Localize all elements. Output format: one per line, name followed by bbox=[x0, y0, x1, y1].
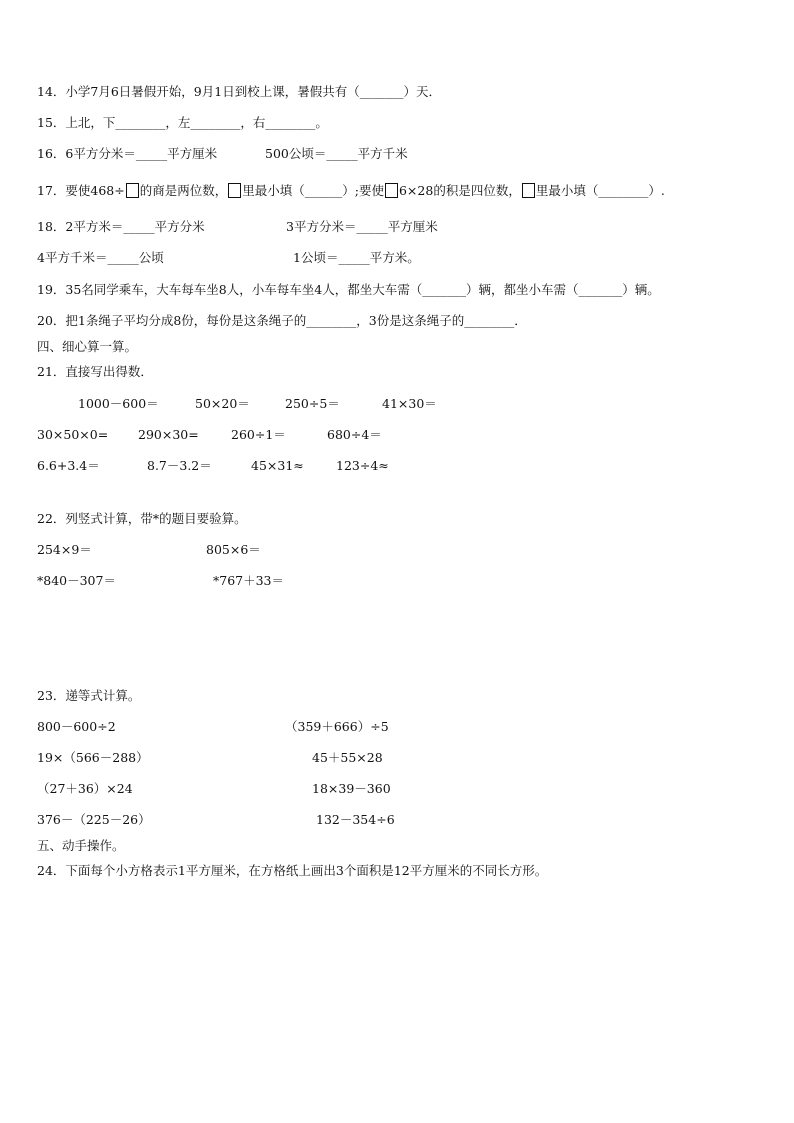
section-5-heading: 五、动手操作。 bbox=[37, 838, 125, 853]
stepwise-calc-item: （27＋36）×24 bbox=[37, 781, 133, 796]
question-18-row-1 bbox=[37, 219, 737, 235]
question-18-b: 3平方分米＝_____平方厘米 bbox=[286, 219, 438, 234]
calc-item: 41×30＝ bbox=[382, 396, 437, 411]
blank-box-icon bbox=[228, 183, 241, 198]
calc-item: 8.7－3.2＝ bbox=[147, 458, 212, 473]
question-18-a: 2平方米＝_____平方分米 bbox=[65, 219, 205, 234]
calc-item: 290×30= bbox=[138, 427, 199, 442]
calc-item: 1000－600＝ bbox=[78, 396, 159, 411]
question-16-part-b: 500公顷＝_____平方千米 bbox=[265, 146, 408, 161]
question-19: 19．35名同学乘车，大车每车坐8人，小车每车坐4人，都坐大车需（_______）辆，都坐小车需（_______）辆。 bbox=[37, 282, 660, 297]
vertical-calc-item: *840－307＝ bbox=[37, 573, 116, 588]
blank-box-icon bbox=[126, 183, 139, 198]
calc-item: 50×20＝ bbox=[195, 396, 250, 411]
question-16 bbox=[37, 146, 408, 162]
question-18-d: 1公顷＝_____平方米。 bbox=[293, 250, 420, 265]
calc-item: 6.6+3.4＝ bbox=[37, 458, 100, 473]
calc-item: 250÷5＝ bbox=[285, 396, 340, 411]
question-24: 24．下面每个小方格表示1平方厘米，在方格纸上画出3个面积是12平方厘米的不同长方形。 bbox=[37, 863, 548, 878]
vertical-calc-item: 254×9＝ bbox=[37, 542, 92, 557]
blank-box-icon bbox=[385, 183, 398, 198]
question-14: 14．小学7月6日暑假开始，9月1日到校上课，暑假共有（_______）天． bbox=[37, 84, 441, 99]
stepwise-calc-item: 18×39－360 bbox=[312, 781, 391, 796]
stepwise-calc-item: 45＋55×28 bbox=[312, 750, 383, 765]
question-18-row-2 bbox=[37, 250, 737, 266]
stepwise-calc-item: 132－354÷6 bbox=[316, 812, 395, 827]
question-17-seg2: 的商是两位数， bbox=[139, 183, 228, 198]
question-17 bbox=[37, 183, 665, 199]
calc-item: 30×50×0= bbox=[37, 427, 109, 442]
question-21-title: 21．直接写出得数． bbox=[37, 364, 153, 379]
question-17-seg1: 17．要使468÷ bbox=[37, 183, 125, 198]
stepwise-calc-item: 19×（566－288） bbox=[37, 750, 149, 765]
blank-box-icon bbox=[522, 183, 535, 198]
section-4-heading: 四、细心算一算。 bbox=[37, 339, 138, 354]
question-16-number: 16． bbox=[37, 146, 66, 161]
stepwise-calc-item: 800－600÷2 bbox=[37, 719, 116, 734]
stepwise-calc-item: （359＋666）÷5 bbox=[285, 719, 389, 734]
vertical-calc-item: 805×6＝ bbox=[206, 542, 261, 557]
calc-item: 123÷4≈ bbox=[336, 458, 389, 473]
vertical-calc-item: *767＋33＝ bbox=[213, 573, 285, 588]
question-22-title: 22．列竖式计算，带*的题目要验算。 bbox=[37, 511, 247, 526]
stepwise-calc-item: 376－（225－26） bbox=[37, 812, 151, 827]
calc-item: 260÷1＝ bbox=[231, 427, 286, 442]
question-18-number: 18． bbox=[37, 219, 66, 234]
question-18-c: 4平方千米＝_____公顷 bbox=[37, 250, 164, 265]
question-17-seg4: 6×28的积是四位数， bbox=[398, 183, 521, 198]
question-20: 20．把1条绳子平均分成8份，每份是这条绳子的________，3份是这条绳子的________． bbox=[37, 313, 527, 328]
question-17-seg3: 里最小填（______）;要使 bbox=[242, 183, 384, 198]
question-23-title: 23．递等式计算。 bbox=[37, 688, 141, 703]
question-17-seg5: 里最小填（________）. bbox=[535, 183, 665, 198]
calc-item: 45×31≈ bbox=[251, 458, 304, 473]
calc-item: 680÷4＝ bbox=[327, 427, 382, 442]
question-15: 15．上北，下________，左________，右________。 bbox=[37, 115, 328, 130]
question-16-part-a: 6平方分米＝_____平方厘米 bbox=[65, 146, 218, 161]
